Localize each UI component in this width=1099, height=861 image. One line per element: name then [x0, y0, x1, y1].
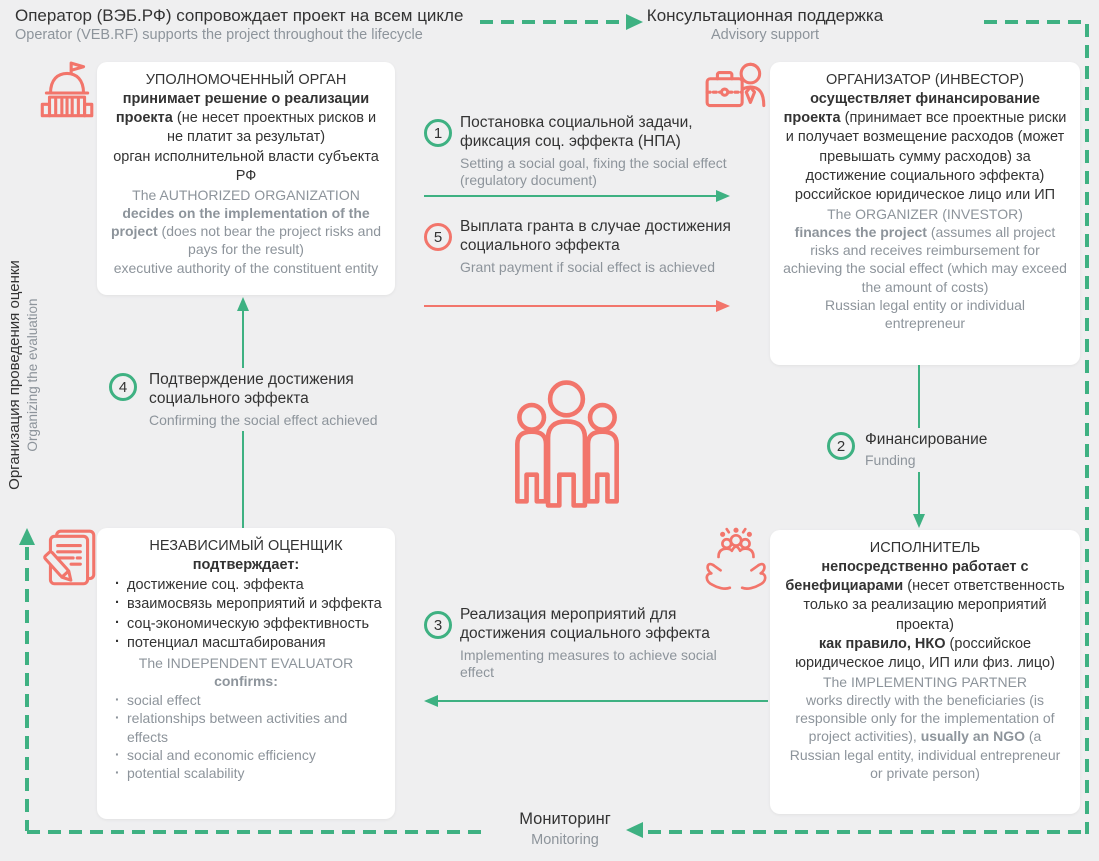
step-4-arrowhead-icon	[237, 297, 249, 311]
organizer-title: ОРГАНИЗАТОР (ИНВЕСТОР)	[826, 72, 1024, 88]
box-authorized-organization	[97, 62, 395, 295]
step-4-label: Подтверждение достижения социального эффекта Confirming the social effect achieved	[146, 368, 390, 431]
advisory-title-ru: Консультационная поддержка	[646, 6, 884, 25]
evaluator-bold-en: confirms:	[214, 672, 278, 689]
step-3-arrow-line	[434, 700, 768, 702]
advisory-title-en: Advisory support	[711, 27, 819, 44]
organizer-text-en: finances the project (assumes all project risks and receives reimbursement for achieving the social effect (which may exceed the amount of costs)	[783, 224, 1067, 295]
monitoring-label-ru: Мониторинг	[519, 810, 611, 828]
step-5-label: Выплата гранта в случае достижения социального эффекта Grant payment if social effect is achieved	[460, 218, 731, 275]
step-2-label: Финансирование Funding	[862, 428, 1013, 472]
step-3-badge: 3	[424, 611, 452, 639]
briefcase-person-icon	[703, 56, 771, 118]
authorized-sub-en: executive authority of the constituent entity	[113, 259, 379, 276]
evaluator-bullets-en	[110, 691, 382, 782]
hands-people-icon	[700, 526, 772, 592]
box-implementing-partner	[770, 530, 1080, 814]
evaluation-arrowhead-icon	[19, 528, 35, 545]
implementer-title: ИСПОЛНИТЕЛЬ	[869, 540, 981, 556]
monitoring-dashed-line-right	[648, 830, 1086, 834]
advisory-dashed-line	[480, 20, 626, 24]
list-item: · social and economic efficiency	[110, 746, 382, 764]
implementer-text-ru: непосредственно работает с бенефициарами (несет ответственность только за реализацию мероприятий проекта)	[785, 559, 1065, 633]
authorized-text-ru: принимает решение о реализации проекта (не несет проектных рисков и не платит за результат)	[115, 91, 377, 146]
monitoring-label-en: Monitoring	[531, 832, 599, 848]
step-2-arrowhead-icon	[913, 514, 925, 528]
government-building-icon	[33, 60, 99, 126]
evaluator-bold-ru: подтверждает:	[192, 557, 300, 574]
organizer-text-ru: осуществляет финансирование проекта (принимает все проектные риски и получает возмещение расходов (может превышать сумму расходов) за достижение социального эффекта)	[783, 91, 1067, 184]
evaluation-side-label	[6, 225, 40, 525]
monitoring-label	[495, 810, 635, 848]
dashed-border-left	[25, 547, 29, 831]
monitoring-dashed-line-left	[27, 830, 488, 834]
step-1-label: Постановка социальной задачи, фиксация соц. эффекта (НПА) Setting a social goal, fixing the social effect (regulatory document)	[460, 114, 727, 189]
document-pen-icon	[36, 526, 102, 592]
dashed-border-right	[1085, 24, 1089, 834]
evaluation-side-label-ru: Организация проведения оценки	[6, 260, 23, 490]
list-item: · relationships between activities and effects	[110, 709, 382, 745]
step-1-arrowhead-icon	[716, 190, 730, 202]
authorized-title-en: The AUTHORIZED ORGANIZATION	[132, 186, 360, 203]
step-3-label: Реализация мероприятий для достижения социального эффекта Implementing measures to achieve social effect	[460, 606, 717, 681]
organizer-sub-en: Russian legal entity or individual entrepreneur	[825, 296, 1025, 331]
authorized-title: УПОЛНОМОЧЕННЫЙ ОРГАН	[145, 72, 347, 88]
authorized-sub-ru: орган исполнительной власти субъекта РФ	[113, 148, 379, 184]
implementer-text-en: works directly with the beneficiaries (is responsible only for the implementation of project activities), usually an NGO (a Russian legal entity, individual entrepreneur or private person)	[789, 692, 1061, 781]
dashed-border-top-right	[984, 20, 1088, 24]
list-item: · достижение соц. эффекта	[110, 576, 382, 595]
operator-title-en: Operator (VEB.RF) supports the project throughout the lifecycle	[15, 27, 423, 44]
operator-header	[15, 5, 465, 45]
list-item: · потенциал масштабирования	[110, 634, 382, 653]
list-item: · взаимосвязь мероприятий и эффекта	[110, 595, 382, 614]
advisory-header	[640, 5, 890, 45]
step-1-arrow-line	[424, 195, 718, 197]
step-4-badge: 4	[109, 373, 137, 401]
box-independent-evaluator	[97, 528, 395, 819]
authorized-text-en: decides on the implementation of the project (does not bear the project risks and pays for the result)	[110, 204, 382, 258]
step-3-arrowhead-icon	[424, 695, 438, 707]
step-1-badge: 1	[424, 119, 452, 147]
implementer-title-en: The IMPLEMENTING PARTNER	[822, 673, 1028, 690]
evaluator-bullets-ru	[110, 576, 382, 653]
operator-title-ru: Оператор (ВЭБ.РФ) сопровождает проект на всем цикле	[15, 6, 464, 25]
step-2-badge: 2	[827, 432, 855, 460]
evaluation-side-label-en: Organizing the evaluation	[25, 298, 40, 452]
organizer-sub-ru: российское юридическое лицо или ИП	[794, 186, 1056, 203]
implementer-text2-ru: как правило, НКО (российское юридическое лицо, ИП или физ. лицо)	[795, 635, 1055, 671]
organizer-title-en: The ORGANIZER (INVESTOR)	[827, 205, 1023, 222]
evaluator-title: НЕЗАВИСИМЫЙ ОЦЕНЩИК	[149, 538, 343, 554]
list-item: · соц-экономическую эффективность	[110, 615, 382, 634]
step-5-badge: 5	[424, 223, 452, 251]
list-item: · potential scalability	[110, 764, 382, 782]
evaluator-title-en: The INDEPENDENT EVALUATOR	[138, 654, 354, 671]
step-5-arrow-line	[424, 305, 718, 307]
people-group-icon	[503, 376, 631, 512]
box-organizer-investor	[770, 62, 1080, 365]
step-5-arrowhead-icon	[716, 300, 730, 312]
list-item: · social effect	[110, 691, 382, 709]
